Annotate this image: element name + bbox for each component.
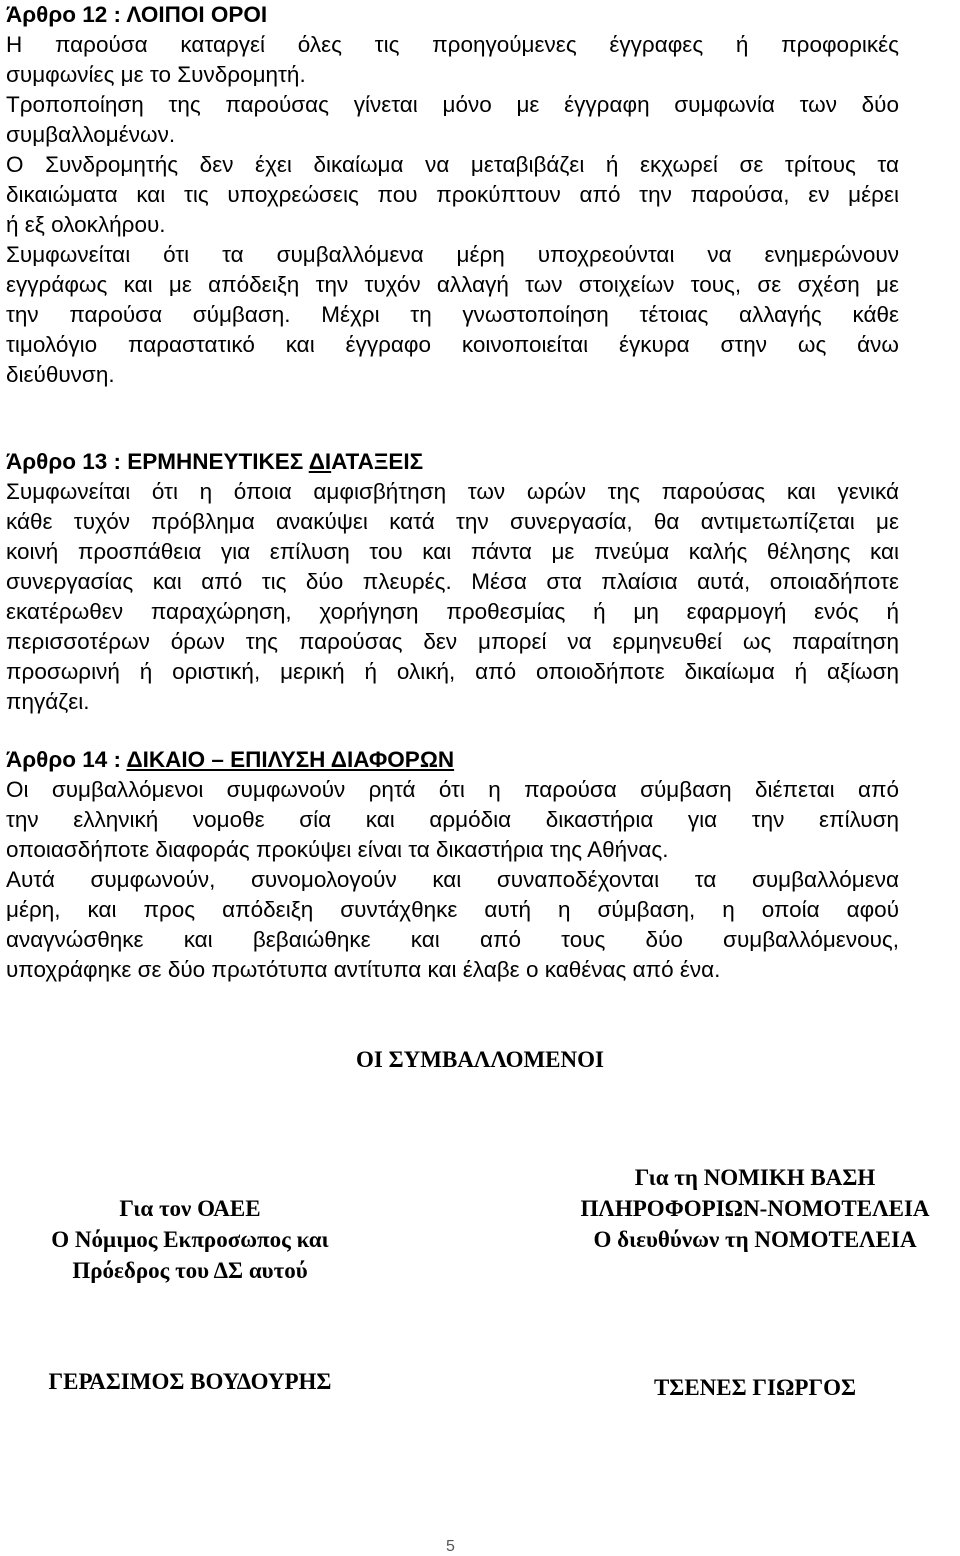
article-14-title-underlined: ΔΙΚΑΙΟ – ΕΠΙΛΥΣΗ ΔΙΑΦΟΡΩΝ: [126, 747, 455, 772]
article-12-line: συμβαλλομένων.: [6, 122, 176, 147]
article-14-line: μέρη, και προς απόδειξη συντάχθηκε αυτή η σύμβαση, η οποία αφού: [6, 897, 899, 922]
left-party-line-2: Ο Νόμιμος Εκπροσωπος και: [51, 1227, 329, 1252]
signatures-heading: ΟΙ ΣΥΜΒΑΛΛΟΜΕΝΟΙ: [356, 1047, 604, 1072]
article-12-line: δικαιώματα και τις υποχρεώσεις που προκύπτουν από την παρούσα, εν μέρει: [6, 182, 899, 207]
left-party-line-3: Πρόεδρος του ΔΣ αυτού: [72, 1258, 308, 1283]
article-13-line: προσωρινή ή οριστική, μερική ή ολική, από οποιοδήποτε δικαίωμα ή αξίωση: [6, 659, 899, 684]
article-12-line: την παρούσα σύμβαση. Μέχρι τη γνωστοποίηση τέτοιας αλλαγής κάθε: [6, 302, 899, 327]
left-party-line-1: Για τον ΟΑΕΕ: [119, 1196, 261, 1221]
article-13-line: κοινή προσπάθεια για επίλυση του και πάντα με πνεύμα καλής θέλησης και: [6, 539, 899, 564]
right-party-line-1: Για τη ΝΟΜΙΚΗ ΒΑΣΗ: [634, 1165, 876, 1190]
article-12-line: τιμολόγιο παραστατικό και έγγραφο κοινοποιείται έγκυρα στην ως άνω: [6, 332, 899, 357]
right-party-line-3: Ο διευθύνων τη ΝΟΜΟΤΕΛΕΙΑ: [593, 1227, 917, 1252]
article-12-line: εγγράφως και με απόδειξη την τυχόν αλλαγή των στοιχείων τους, σε σχέση με: [6, 272, 899, 297]
article-13-title-suffix: ΑΤΑΞΕΙΣ: [331, 449, 424, 474]
article-14-line: Αυτά συμφωνούν, συνομολογούν και συναποδέχονται τα συμβαλλόμενα: [6, 867, 899, 892]
right-party-line-2: ΠΛΗΡΟΦΟΡΙΩΝ-ΝΟΜΟΤΕΛΕΙΑ: [580, 1196, 930, 1221]
article-13-title-prefix: Άρθρο 13 : ΕΡΜΗΝΕΥΤΙΚΕΣ: [6, 449, 309, 474]
page-number: 5: [446, 1538, 455, 1555]
article-13-line: εκατέρωθεν παραχώρηση, χορήγηση προθεσμίας ή μη εφαρμογή ενός ή: [6, 599, 899, 624]
article-14-title-prefix: Άρθρο 14 :: [6, 747, 127, 772]
article-13-line: Συμφωνείται ότι η όποια αμφισβήτηση των ωρών της παρούσας και γενικά: [6, 479, 899, 504]
article-12-line: ή εξ ολοκλήρου.: [6, 212, 166, 237]
article-13-title: [6, 447, 899, 477]
article-12-line: Η παρούσα καταργεί όλες τις προηγούμενες έγγραφες ή προφορικές: [6, 32, 899, 57]
article-13-line: πηγάζει.: [6, 689, 90, 714]
article-12-line: διεύθυνση.: [6, 362, 115, 387]
article-12-title: Άρθρο 12 : ΛΟΙΠΟΙ ΟΡΟΙ: [6, 2, 268, 27]
article-13-line: συνεργασίας και από τις δύο πλευρές. Μέσα στα πλαίσια αυτά, οποιαδήποτε: [6, 569, 899, 594]
article-13-title-underlined: ΔΙ: [308, 449, 332, 474]
article-12-line: Τροποποίηση της παρούσας γίνεται μόνο με έγγραφη συμφωνία των δύο: [6, 92, 899, 117]
article-12-line: συμφωνίες με το Συνδρομητή.: [6, 62, 306, 87]
article-14-title: [6, 745, 899, 775]
article-13-line: κάθε τυχόν πρόβλημα ανακύψει κατά την συνεργασία, θα αντιμετωπίζεται με: [6, 509, 899, 534]
article-14-line: αναγνώσθηκε και βεβαιώθηκε και από τους δύο συμβαλλόμενους,: [6, 927, 899, 952]
article-14-line: Οι συμβαλλόμενοι συμφωνούν ρητά ότι η παρούσα σύμβαση διέπεται από: [6, 777, 899, 802]
right-signatory-name: ΤΣΕΝΕΣ ΓΙΩΡΓΟΣ: [653, 1375, 857, 1400]
article-12-line: Συμφωνείται ότι τα συμβαλλόμενα μέρη υποχρεούνται να ενημερώνουν: [6, 242, 899, 267]
article-14-line: υποχράφηκε σε δύο πρωτότυπα αντίτυπα και έλαβε ο καθένας από ένα.: [6, 957, 721, 982]
article-13-line: περισσοτέρων όρων της παρούσας δεν μπορεί να ερμηνευθεί ως παραίτηση: [6, 629, 899, 654]
left-signatory-name: ΓΕΡΑΣΙΜΟΣ ΒΟΥΔΟΥΡΗΣ: [48, 1369, 332, 1394]
article-14-line: οποιασδήποτε διαφοράς προκύψει είναι τα δικαστήρια της Αθήνας.: [6, 837, 669, 862]
article-12-line: Ο Συνδρομητής δεν έχει δικαίωμα να μεταβιβάζει ή εκχωρεί σε τρίτους τα: [6, 152, 899, 177]
article-14-line: την ελληνική νομοθε σία και αρμόδια δικαστήρια για την επίλυση: [6, 807, 899, 832]
